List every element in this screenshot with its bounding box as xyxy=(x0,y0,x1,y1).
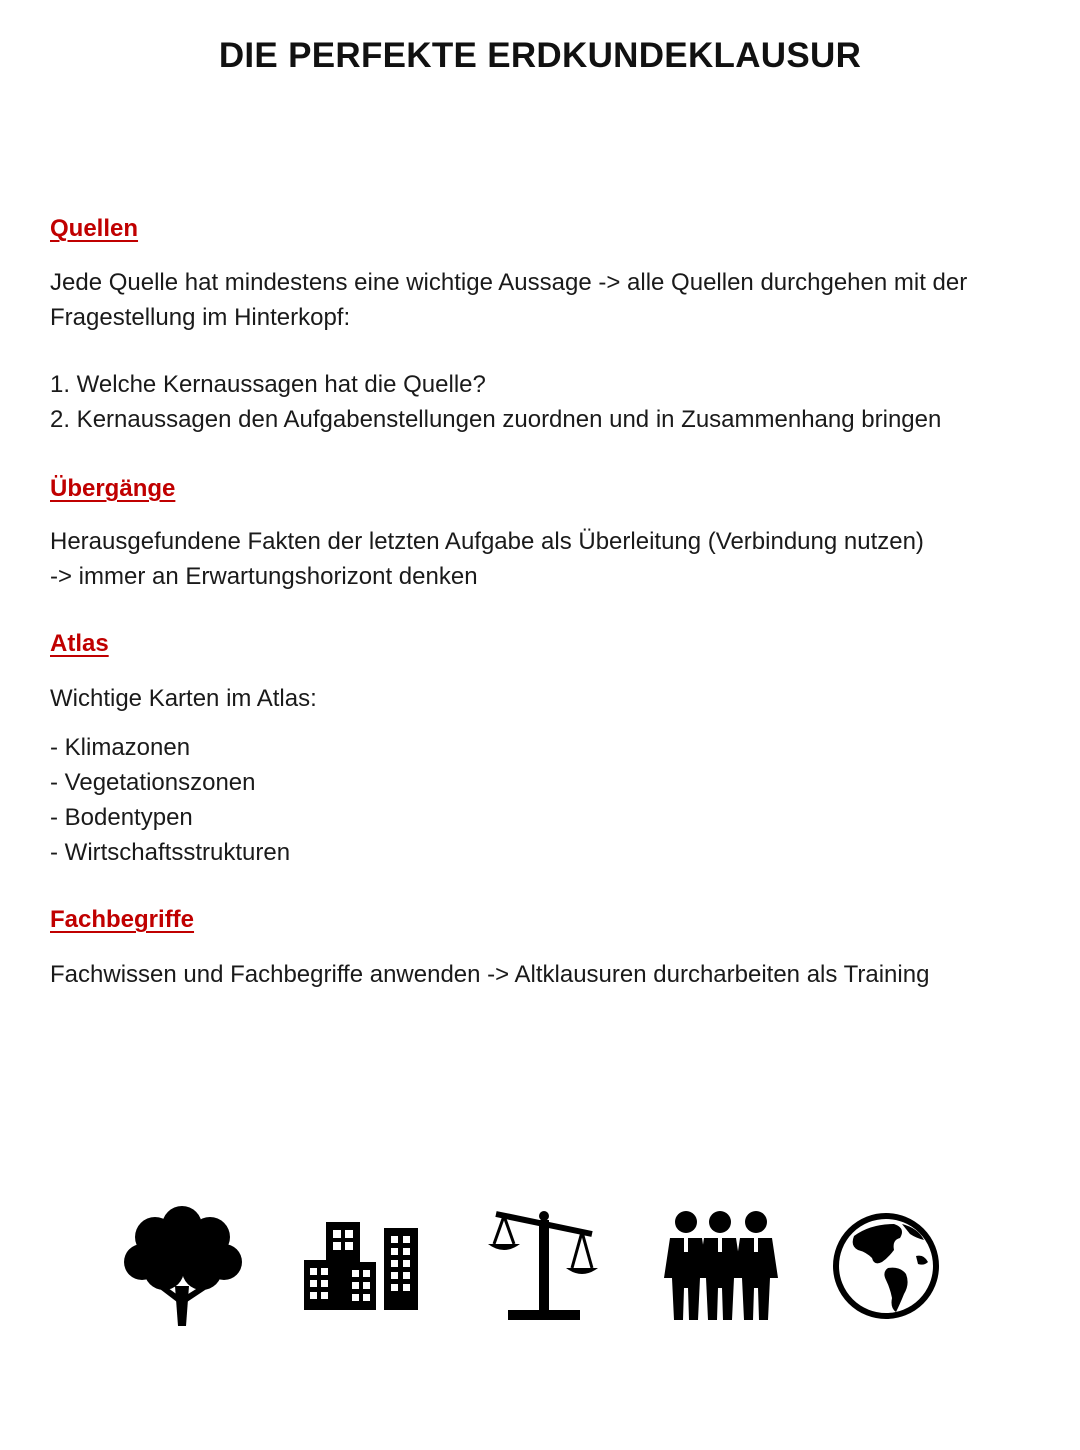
atlas-list-item: - Klimazonen xyxy=(50,734,191,761)
scales-icon xyxy=(486,1206,602,1324)
atlas-list-item: - Wirtschaftsstrukturen xyxy=(50,839,291,866)
atlas-intro: Wichtige Karten im Atlas: xyxy=(50,685,317,712)
atlas-list-item: - Vegetationszonen xyxy=(50,769,256,796)
uebergaenge-line: -> immer an Erwartungshorizont denken xyxy=(50,563,478,590)
city-buildings-icon xyxy=(302,1220,420,1312)
section-heading-quellen: Quellen xyxy=(50,215,139,242)
uebergaenge-line: Herausgefundene Fakten der letzten Aufgabe als Überleitung (Verbindung nutzen) xyxy=(50,528,924,555)
people-group-icon xyxy=(658,1208,782,1324)
section-heading-atlas: Atlas xyxy=(50,630,109,657)
icon-row xyxy=(0,1200,1080,1340)
atlas-list xyxy=(50,730,1040,870)
tree-icon xyxy=(122,1204,244,1330)
quellen-intro xyxy=(50,265,1040,335)
quellen-step: 2. Kernaussagen den Aufgabenstellungen zuordnen und in Zusammenhang bringen xyxy=(50,406,942,433)
quellen-steps xyxy=(50,367,1040,437)
globe-icon xyxy=(830,1210,942,1322)
uebergaenge-text xyxy=(50,524,1040,594)
section-heading-uebergaenge: Übergänge xyxy=(50,475,176,502)
section-heading-fachbegriffe: Fachbegriffe xyxy=(50,906,195,933)
quellen-intro-line: Jede Quelle hat mindestens eine wichtige Aussage -> alle Quellen durchgehen mit der xyxy=(50,269,968,296)
quellen-intro-line: Fragestellung im Hinterkopf: xyxy=(50,304,351,331)
fachbegriffe-text: Fachwissen und Fachbegriffe anwenden -> Altklausuren durcharbeiten als Training xyxy=(50,961,930,988)
quellen-step: 1. Welche Kernaussagen hat die Quelle? xyxy=(50,371,486,398)
atlas-list-item: - Bodentypen xyxy=(50,804,193,831)
page-title: DIE PERFEKTE ERDKUNDEKLAUSUR xyxy=(218,36,862,75)
